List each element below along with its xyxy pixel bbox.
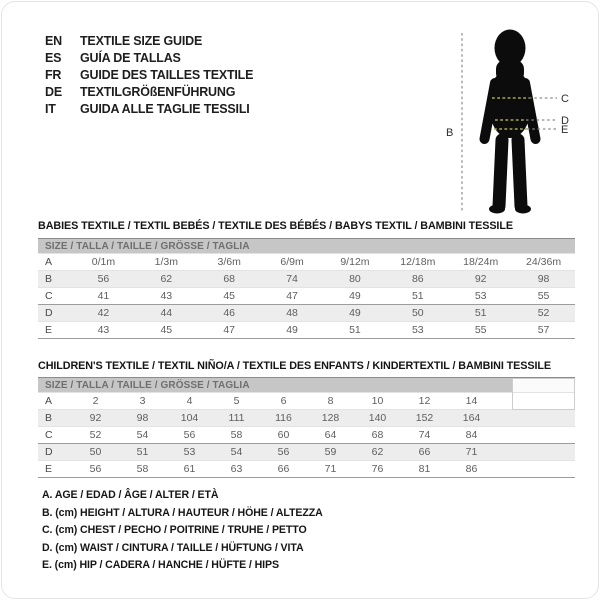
- size-value-cell: 111: [228, 412, 245, 424]
- size-value-cell: 66: [277, 463, 290, 475]
- size-value-cell: 84: [465, 429, 478, 441]
- language-row: [45, 100, 253, 117]
- size-value-cell: 128: [321, 412, 340, 424]
- size-value-cell: 49: [349, 307, 361, 319]
- children-table-title: CHILDREN'S TEXTILE / TEXTIL NIÑO/A / TEXTILE DES ENFANTS / KINDERTEXTIL / BAMBINI TESSILE: [38, 360, 551, 372]
- row-letter: E: [45, 324, 53, 336]
- measurement-legend: [42, 489, 323, 577]
- size-value-cell: 53: [411, 324, 424, 336]
- size-value-cell: 56: [89, 463, 102, 475]
- size-value-cell: 56: [183, 429, 196, 441]
- size-value-cell: 68: [371, 429, 384, 441]
- row-letter: B: [45, 273, 53, 285]
- size-value-cell: 152: [415, 412, 434, 424]
- size-value-cell: 68: [223, 273, 236, 285]
- row-letter: C: [45, 429, 53, 441]
- size-value-cell: 62: [371, 446, 384, 458]
- empty-cell: [495, 393, 575, 410]
- size-value-cell: 59: [324, 446, 337, 458]
- size-table-row: [38, 288, 575, 305]
- size-table-row: [38, 322, 575, 339]
- size-value-cell: 47: [223, 324, 236, 336]
- size-value-cell: 116: [275, 412, 292, 424]
- size-value-cell: 62: [160, 273, 173, 285]
- size-value-cell: 3: [139, 395, 146, 407]
- language-title-text: GUÍA DE TALLAS: [80, 50, 181, 65]
- empty-cell: [495, 410, 575, 427]
- size-value-cell: 63: [230, 463, 243, 475]
- language-code: DE: [45, 84, 62, 99]
- empty-cell: [495, 427, 575, 444]
- legend-item: B. (cm) HEIGHT / ALTURA / HAUTEUR / HÖHE / ALTEZZA: [42, 506, 323, 519]
- children-size-table: [38, 377, 575, 478]
- row-letter: D: [45, 446, 53, 458]
- size-value-cell: 56: [97, 273, 110, 285]
- size-value-cell: 98: [136, 412, 149, 424]
- size-value-cell: 8: [327, 395, 334, 407]
- babies-table-title: BABIES TEXTILE / TEXTIL BEBÉS / TEXTILE DES BÉBÉS / BABYS TEXTIL / BAMBINI TESSILE: [38, 220, 513, 232]
- size-value-cell: 47: [286, 290, 298, 302]
- row-letter: A: [45, 395, 53, 407]
- size-value-cell: 1/3m: [154, 256, 178, 268]
- size-value-cell: 4: [186, 395, 193, 407]
- size-value-cell: 53: [474, 290, 487, 302]
- size-value-cell: 45: [160, 324, 173, 336]
- legend-item: E. (cm) HIP / CADERA / HANCHE / HÜFTE / HIPS: [42, 559, 279, 571]
- legend-item: A. AGE / EDAD / ÂGE / ALTER / ETÀ: [42, 489, 219, 501]
- row-letter: E: [45, 463, 53, 475]
- measure-label-d: D: [561, 115, 569, 127]
- child-silhouette-icon: [485, 30, 536, 214]
- size-value-cell: 49: [286, 324, 298, 336]
- empty-cell: [495, 444, 575, 461]
- size-value-cell: 64: [324, 429, 337, 441]
- language-code: FR: [45, 67, 62, 82]
- legend-item: D. (cm) WAIST / CINTURA / TAILLE / HÜFTUNG / VITA: [42, 541, 304, 554]
- language-title-text: GUIDA ALLE TAGLIE TESSILI: [80, 101, 250, 116]
- language-code: EN: [45, 33, 62, 48]
- size-value-cell: 55: [537, 290, 550, 302]
- size-value-cell: 50: [89, 446, 102, 458]
- size-value-cell: 12/18m: [400, 256, 436, 268]
- size-value-cell: 81: [418, 463, 431, 475]
- size-value-cell: 52: [537, 307, 550, 319]
- size-value-cell: 3/6m: [217, 256, 241, 268]
- size-value-cell: 44: [160, 307, 173, 319]
- size-value-cell: 92: [474, 273, 487, 285]
- language-title-text: TEXTILE SIZE GUIDE: [80, 33, 203, 48]
- size-value-cell: 6/9m: [280, 256, 304, 268]
- size-value-cell: 50: [411, 307, 424, 319]
- size-value-cell: 74: [418, 429, 431, 441]
- children-table-header: SIZE / TALLA / TAILLE / GRÖSSE / TAGLIA: [38, 377, 575, 393]
- size-value-cell: 6: [280, 395, 287, 407]
- size-value-cell: 49: [349, 290, 361, 302]
- legend-item: C. (cm) CHEST / PECHO / POITRINE / TRUHE / PETTO: [42, 524, 307, 536]
- language-code: ES: [45, 50, 62, 65]
- size-table-row: [38, 393, 575, 410]
- size-value-cell: 12: [418, 395, 431, 407]
- size-value-cell: 18/24m: [463, 256, 499, 268]
- size-table-row: [38, 305, 575, 322]
- empty-cell: [495, 461, 575, 478]
- size-value-cell: 58: [230, 429, 243, 441]
- size-value-cell: 0/1m: [91, 256, 116, 268]
- measure-label-b: B: [446, 127, 454, 139]
- size-value-cell: 14: [465, 395, 478, 407]
- size-value-cell: 24/36m: [526, 256, 562, 268]
- babies-size-table: [38, 238, 575, 339]
- size-value-cell: 55: [474, 324, 487, 336]
- size-value-cell: 74: [286, 273, 298, 285]
- size-value-cell: 57: [537, 324, 550, 336]
- size-value-cell: 5: [233, 395, 240, 407]
- size-value-cell: 98: [537, 273, 550, 285]
- size-value-cell: 58: [136, 463, 149, 475]
- size-value-cell: 140: [368, 412, 387, 424]
- row-letter: A: [45, 256, 53, 268]
- language-code: IT: [45, 101, 56, 116]
- size-table-row: [38, 271, 575, 288]
- language-row: [45, 83, 253, 100]
- size-value-cell: 92: [89, 412, 102, 424]
- language-row: [45, 32, 253, 49]
- size-value-cell: 54: [230, 446, 243, 458]
- measure-label-c: C: [561, 93, 569, 105]
- size-value-cell: 51: [411, 290, 424, 302]
- size-value-cell: 51: [136, 446, 149, 458]
- row-letter: C: [45, 290, 53, 302]
- size-table-row: [38, 444, 575, 461]
- size-value-cell: 86: [411, 273, 424, 285]
- size-table-row: [38, 410, 575, 427]
- measure-label-e: E: [561, 124, 569, 136]
- size-value-cell: 46: [223, 307, 236, 319]
- size-value-cell: 66: [418, 446, 431, 458]
- size-table-row: [38, 254, 575, 271]
- size-value-cell: 164: [462, 412, 481, 424]
- child-measurement-diagram: [420, 10, 590, 220]
- size-value-cell: 51: [474, 307, 487, 319]
- size-value-cell: 54: [136, 429, 149, 441]
- size-table-row: [38, 427, 575, 444]
- size-value-cell: 42: [97, 307, 110, 319]
- size-value-cell: 56: [277, 446, 290, 458]
- row-letter: D: [45, 307, 53, 319]
- size-value-cell: 9/12m: [340, 256, 370, 268]
- size-value-cell: 52: [89, 429, 102, 441]
- size-value-cell: 71: [324, 463, 337, 475]
- size-value-cell: 10: [371, 395, 384, 407]
- size-value-cell: 60: [277, 429, 290, 441]
- size-value-cell: 45: [223, 290, 236, 302]
- size-value-cell: 76: [371, 463, 384, 475]
- size-value-cell: 43: [97, 324, 110, 336]
- row-letter: B: [45, 412, 53, 424]
- size-value-cell: 41: [97, 290, 110, 302]
- language-title-text: GUIDE DES TAILLES TEXTILE: [80, 67, 254, 82]
- size-value-cell: 51: [349, 324, 361, 336]
- size-value-cell: 43: [160, 290, 173, 302]
- size-table-row: [38, 461, 575, 478]
- size-value-cell: 104: [180, 412, 199, 424]
- size-value-cell: 71: [465, 446, 478, 458]
- size-value-cell: 48: [286, 307, 298, 319]
- language-title-list: [45, 32, 253, 117]
- language-row: [45, 49, 253, 66]
- size-value-cell: 86: [465, 463, 478, 475]
- size-value-cell: 2: [92, 395, 99, 407]
- babies-table-header: SIZE / TALLA / TAILLE / GRÖSSE / TAGLIA: [38, 238, 575, 254]
- size-value-cell: 80: [349, 273, 361, 285]
- language-title-text: TEXTILGRÖßENFÜHRUNG: [80, 84, 236, 99]
- language-row: [45, 66, 253, 83]
- size-value-cell: 61: [183, 463, 196, 475]
- size-value-cell: 53: [183, 446, 196, 458]
